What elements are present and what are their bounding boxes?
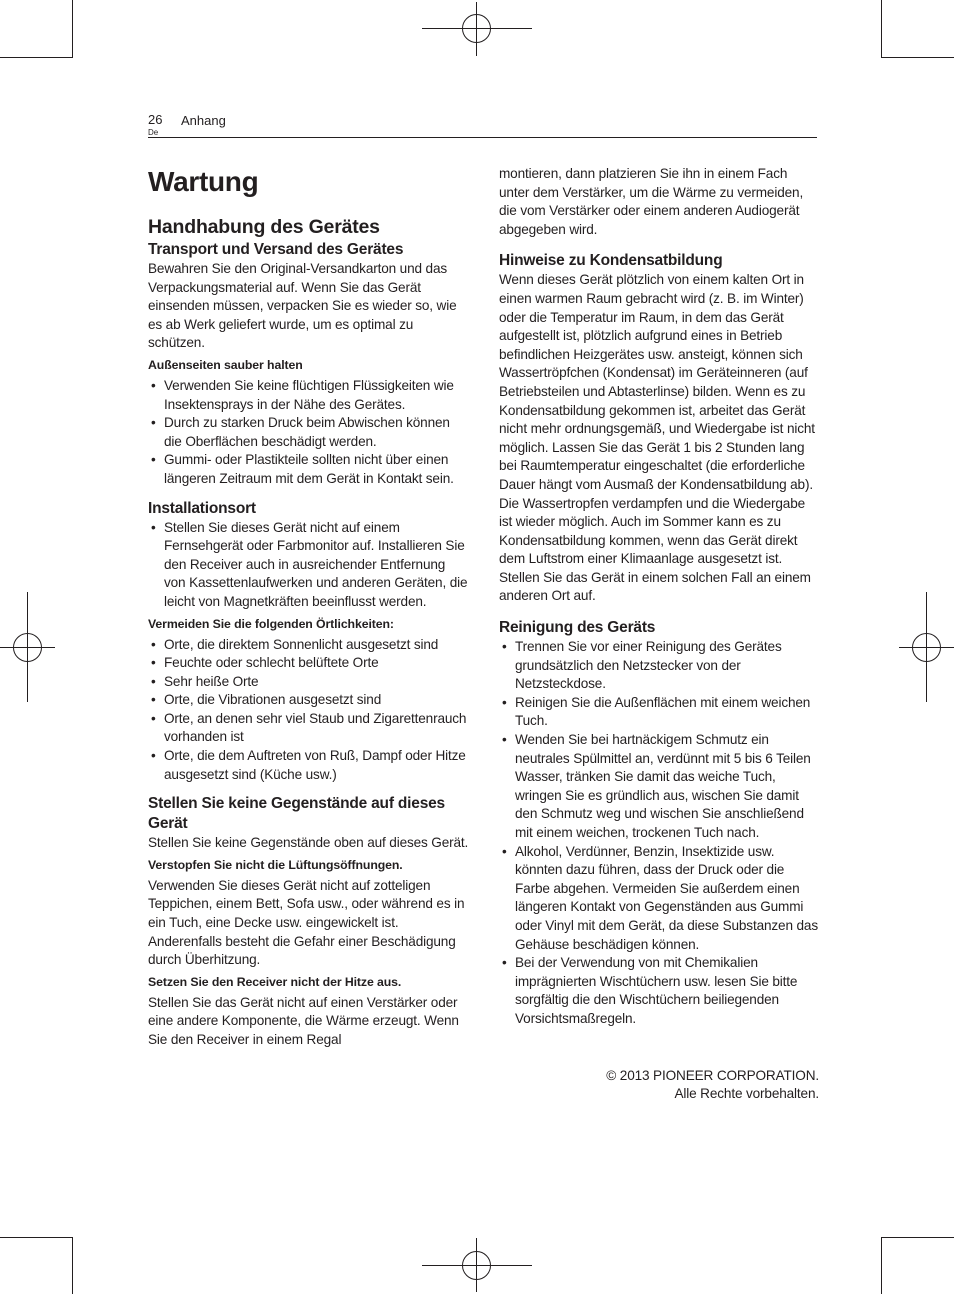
- installation-heading: Installationsort: [148, 499, 256, 517]
- right-column: [499, 165, 819, 1104]
- list-item: • Alkohol, Verdünner, Benzin, Insektizide usw. könnten dazu führen, dass der Druck oder die Farbe abgehen. Vermeiden Sie außerdem einen längeren Kontakt von Gegenständen aus Gummi oder Vinyl mit dem Gerät, da diese Substanzen das Gehäuse beschädigen können.: [499, 843, 819, 955]
- copyright-notice: [499, 1067, 819, 1104]
- list-item: • Trennen Sie vor einer Reinigung des Gerätes grundsätzlich den Netzstecker von der Netzsteckdose.: [499, 638, 819, 694]
- section-heading: Handhabung des Gerätes: [148, 216, 380, 238]
- crop-mark-line: [0, 57, 72, 58]
- registration-mark-circle: [13, 633, 42, 662]
- section-name: Anhang: [181, 113, 226, 128]
- crop-mark-line: [882, 1237, 954, 1238]
- list-item: • Reinigen Sie die Außenflächen mit einem weichen Tuch.: [499, 694, 819, 731]
- page-number: 26: [148, 112, 163, 127]
- crop-mark-line: [0, 1237, 72, 1238]
- objects-heading: Stellen Sie keine Gegenstände auf dieses Gerät: [148, 795, 445, 833]
- cleaning-list: [499, 638, 819, 1028]
- list-item: • Orte, an denen sehr viel Staub und Zigarettenrauch vorhanden ist: [148, 710, 470, 747]
- vent-heading: Verstopfen Sie nicht die Lüftungsöffnungen.: [148, 857, 403, 872]
- page-title: Wartung: [148, 166, 259, 197]
- list-item: • Stellen Sie dieses Gerät nicht auf einem Fernsehgerät oder Farbmonitor auf. Installieren Sie den Receiver auch in ausreichender Entfernung von Kassettenlaufwerken und anderen Geräten, die leicht von Magnetkräften beeinflusst werden.: [148, 519, 470, 612]
- cleaning-heading: Reinigung des Geräts: [499, 619, 656, 637]
- continuation-text: montieren, dann platzieren Sie ihn in einem Fach unter dem Verstärker, um die Wärme zu vermeiden, die vom Verstärker oder einem anderen Audiogerät abgegeben wird.: [499, 166, 804, 237]
- list-item: • Sehr heiße Orte: [148, 673, 470, 692]
- copyright-line: © 2013 PIONEER CORPORATION.: [606, 1067, 819, 1083]
- list-item: • Verwenden Sie keine flüchtigen Flüssigkeiten wie Insektensprays in der Nähe des Gerätes.: [148, 377, 470, 414]
- crop-mark-line: [882, 57, 954, 58]
- condensation-body: Wenn dieses Gerät plötzlich von einem kalten Ort in einen warmen Raum gebracht wird (z. B. im Winter) oder die Temperatur im Raum, in dem das Gerät aufgestellt ist, plötzlich aufgrund eines in Betrieb befindlichen Heizgerätes usw. ansteigt, können sich Wassertröpfchen (Kondensat) im Geräteinneren (auf Betriebsteilen und Abtasterlinse) bilden. Wenn es zu Kondensatbildung gekommen ist, arbeitet das Gerät nicht mehr ordnungsgemäß, und Wiedergabe ist nicht möglich. Lassen Sie das Gerät 1 bis 2 Stunden lang bei Raumtemperatur eingeschaltet (die erforderliche Dauer hängt vom Ausmaß der Kondensatbildung ab). Die Wassertropfen verdampfen und die Wiedergabe ist wieder möglich. Auch im Sommer kann es zu Kondensatbildung kommen, wenn das Gerät direkt dem Luftstrom einer Klimaanlage ausgesetzt ist. Stellen Sie das Gerät in einem solchen Fall an einem anderen Ort auf.: [499, 272, 815, 604]
- transport-heading: Transport und Versand des Gerätes: [148, 241, 404, 258]
- avoid-heading: Vermeiden Sie die folgenden Örtlichkeiten:: [148, 616, 394, 631]
- avoid-list: [148, 636, 470, 785]
- list-item: • Durch zu starken Druck beim Abwischen können die Oberflächen beschädigt werden.: [148, 414, 470, 451]
- exterior-heading: Außenseiten sauber halten: [148, 357, 303, 372]
- registration-mark-circle: [912, 633, 941, 662]
- list-item: • Orte, die dem Auftreten von Ruß, Dampf oder Hitze ausgesetzt sind (Küche usw.): [148, 747, 470, 784]
- registration-mark-circle: [462, 1251, 491, 1280]
- transport-body: Bewahren Sie den Original-Versandkarton und das Verpackungsmaterial auf. Wenn Sie das Gerät einsenden müssen, verpacken Sie es wieder so, wie es ab Werk geliefert wurde, um es optimal zu schützen.: [148, 261, 457, 351]
- language-code: De: [148, 128, 159, 137]
- left-column: [148, 165, 470, 1050]
- crop-mark-line: [72, 0, 73, 58]
- installation-list: [148, 519, 470, 612]
- objects-body: Stellen Sie keine Gegenstände oben auf dieses Gerät.: [148, 835, 469, 851]
- condensation-heading: Hinweise zu Kondensatbildung: [499, 252, 723, 270]
- list-item: • Orte, die Vibrationen ausgesetzt sind: [148, 691, 470, 710]
- rights-line: Alle Rechte vorbehalten.: [674, 1086, 819, 1102]
- list-item: • Feuchte oder schlecht belüftete Orte: [148, 654, 470, 673]
- crop-mark-line: [881, 0, 882, 58]
- heat-body: Stellen Sie das Gerät nicht auf einen Verstärker oder eine andere Komponente, die Wärme erzeugt. Wenn Sie den Receiver in einem Regal: [148, 994, 459, 1047]
- list-item: • Bei der Verwendung von mit Chemikalien imprägnierten Wischtüchern usw. lesen Sie bitte sorgfältig die den Wischtüchern beiliegenden Vorsichtsmaßregeln.: [499, 954, 819, 1028]
- crop-mark-line: [881, 1237, 882, 1294]
- page-header: [148, 112, 817, 138]
- list-item: • Orte, die direktem Sonnenlicht ausgesetzt sind: [148, 636, 470, 655]
- list-item: • Wenden Sie bei hartnäckigem Schmutz ein neutrales Spülmittel an, verdünnt mit 5 bis 6 Teilen Wasser, tränken Sie damit das weiche Tuch, wringen Sie es gründlich aus, wischen Sie damit den Schmutz weg und wischen Sie anschließend mit einem weichen, trockenen Tuch nach.: [499, 731, 819, 843]
- vent-body: Verwenden Sie dieses Gerät nicht auf zotteligen Teppichen, einem Bett, Sofa usw., oder während es in ein Tuch, eine Decke usw. eingewickelt ist. Anderenfalls besteht die Gefahr einer Beschädigung durch Überhitzung.: [148, 877, 465, 968]
- list-item: • Gummi- oder Plastikteile sollten nicht über einen längeren Zeitraum mit dem Gerät in Kontakt sein.: [148, 451, 470, 488]
- exterior-list: [148, 377, 470, 489]
- registration-mark-circle: [462, 14, 491, 43]
- crop-mark-line: [72, 1237, 73, 1294]
- heat-heading: Setzen Sie den Receiver nicht der Hitze aus.: [148, 974, 402, 989]
